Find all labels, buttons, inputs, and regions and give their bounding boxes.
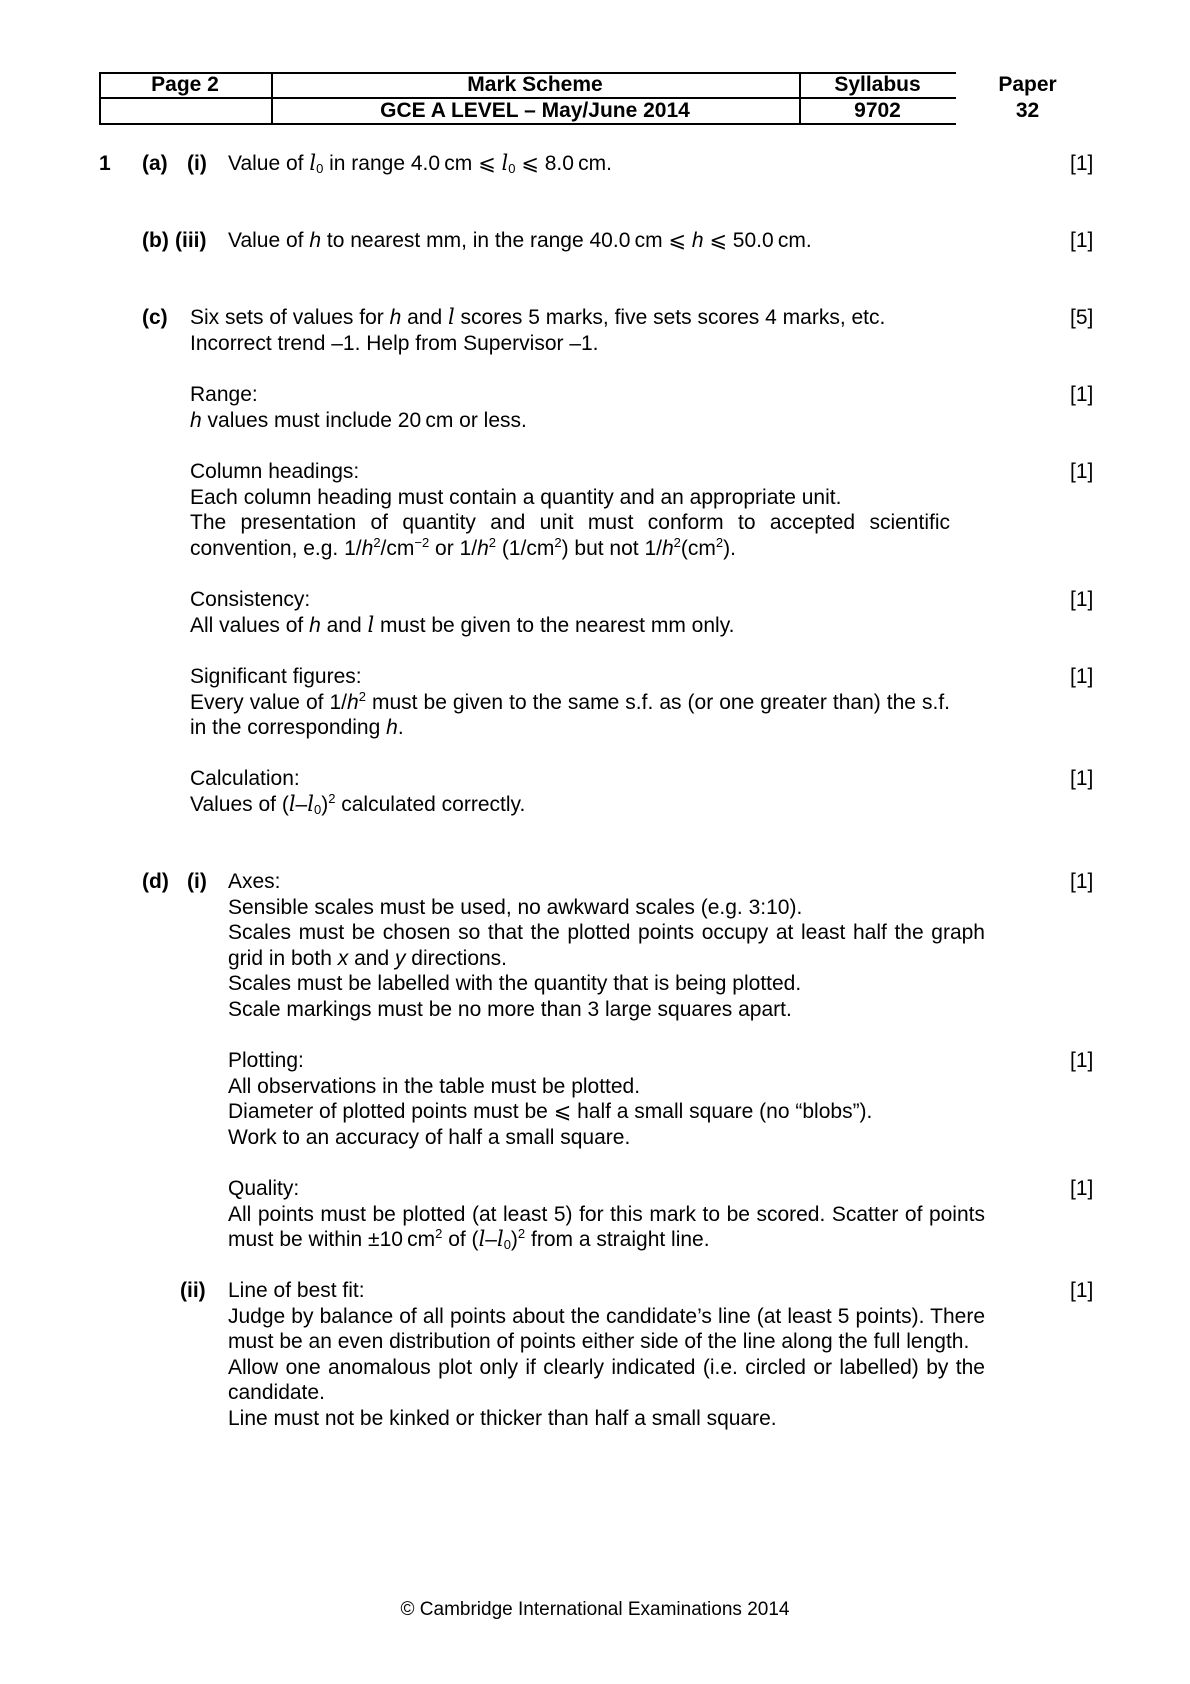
part-a-i-text: Value of $l_0$ in range 4.0 cm ⩽ $l_0$ ⩽ 8.0 cm.: [228, 151, 612, 176]
part-d-quality: Quality: All points must be plotted (at least 5) for this mark to be scored. Scatter of points must be within ±10 $cm^2$ of $(l-l_0)^2$ from a straight line.: [228, 1177, 985, 1252]
header-mark-scheme: Mark Scheme: [467, 73, 603, 96]
part-a-i-label: (i): [187, 152, 207, 175]
part-c-sigfig-title: Significant figures:: [190, 665, 362, 688]
part-d-plot-line1: All observations in the table must be plotted.: [228, 1074, 641, 1098]
part-c-sigfig: Significant figures: Every value of $1/h^2$ must be given to the same s.f. as (or one greater than) the s.f. in the corresponding h.: [190, 665, 950, 739]
part-c-consistency-mark: [1]: [1070, 588, 1094, 611]
part-b-label: (b): [142, 229, 169, 252]
part-d-axes-line4: Scale markings must be no more than 3 large squares apart.: [228, 997, 792, 1021]
part-d-ii-line3: Line must not be kinked or thicker than half a small square.: [228, 1406, 777, 1430]
part-c-colhead-line1: Each column heading must contain a quantity and an appropriate unit.: [190, 485, 842, 509]
part-c-consistency: Consistency: All values of h and l must be given to the nearest mm only.: [190, 587, 950, 638]
part-d-ii-line2: Allow one anomalous plot only if clearly indicated (i.e. circled or labelled) by the candidate.: [228, 1355, 985, 1404]
part-d-axes-mark: [1]: [1070, 870, 1094, 893]
part-b-iii-mark: [1]: [1070, 229, 1094, 252]
header-exam: GCE A LEVEL – May/June 2014: [380, 99, 690, 122]
part-d-plotting: Plotting: All observations in the table must be plotted. Diameter of plotted points must be ⩽ half a small square (no “blobs”). Work to an accuracy of half a small square.: [228, 1048, 985, 1150]
part-d-axes-line3: Scales must be labelled with the quantity that is being plotted.: [228, 972, 802, 995]
part-c-consistency-title: Consistency:: [190, 588, 311, 611]
part-d-quality-mark: [1]: [1070, 1177, 1094, 1200]
part-d-ii-line1: Judge by balance of all points about the candidate’s line (at least 5 points). There must be an even distribution of points either side of the line along the full length.: [228, 1304, 985, 1353]
part-c-calc-title: Calculation:: [190, 767, 300, 790]
part-d-plot-title: Plotting:: [228, 1049, 304, 1072]
part-c-main-text: Six sets of values for h and l scores 5 marks, five sets scores 4 marks, etc. Incorrect trend –1. Help from Supervisor –1.: [190, 305, 950, 356]
header-syllabus-label: Syllabus: [834, 73, 921, 96]
part-d-quality-title: Quality:: [228, 1177, 300, 1200]
part-d-axes-line1: Sensible scales must be used, no awkward scales (e.g. 3:10).: [228, 895, 803, 919]
header-table: [99, 72, 1099, 124]
part-a-i-mark: [1]: [1070, 152, 1094, 175]
part-c-main-mark: [5]: [1070, 306, 1094, 329]
part-c-range-mark: [1]: [1070, 383, 1094, 406]
part-d-ii-label: (ii): [180, 1279, 206, 1302]
part-c-colhead-title: Column headings:: [190, 460, 360, 483]
part-c-range: Range: h values must include 20 cm or less.: [190, 382, 950, 433]
part-c-label: (c): [142, 306, 168, 329]
header-page: Page 2: [151, 73, 219, 96]
part-d-ii-best-fit: [228, 1278, 985, 1431]
part-c-column-headings: Column headings: Each column heading must contain a quantity and an appropriate unit. The presentation of quantity and unit must conform to accepted scientific convention, e.g. $1/h^2/cm^{-2}$ or $1/h^2$ $(1/cm^2)$ but not $1/h^2(cm^2)$.: [190, 460, 950, 560]
part-c-colhead-mark: [1]: [1070, 460, 1094, 483]
part-b-iii-label: (iii): [175, 229, 207, 252]
part-c-incorrect: Incorrect trend –1. Help from Supervisor –1.: [190, 331, 599, 355]
part-d-i-label: (i): [187, 870, 207, 893]
part-a-label: (a): [142, 152, 168, 175]
part-d-axes: Axes: Sensible scales must be used, no awkward scales (e.g. 3:10). Scales must be chosen so that the plotted points occupy at least half the graph grid in both x and y directions. Scales must be labelled with the quantity that is being plotted. Scale markings must be no more than 3 large squares apart.: [228, 870, 985, 1021]
header-paper-label: Paper: [998, 73, 1057, 96]
question-number: 1: [99, 152, 111, 175]
part-d-ii-title: Line of best fit:: [228, 1279, 365, 1302]
part-d-ii-mark: [1]: [1070, 1279, 1094, 1302]
part-b-iii-text: Value of h to nearest mm, in the range 40.0 cm ⩽ h ⩽ 50.0 cm.: [228, 229, 812, 252]
header-syllabus-code: 9702: [854, 99, 901, 122]
part-d-axes-title: Axes:: [228, 870, 281, 893]
part-c-calculation: Calculation: Values of $(l-l_0)^2$ calculated correctly.: [190, 766, 950, 817]
part-d-plot-line3: Work to an accuracy of half a small square.: [228, 1125, 631, 1149]
part-d-plot-mark: [1]: [1070, 1049, 1094, 1072]
part-c-sigfig-mark: [1]: [1070, 665, 1094, 688]
part-c-range-title: Range:: [190, 383, 258, 406]
part-d-label: (d): [142, 870, 169, 893]
header-paper-code: 32: [1015, 99, 1040, 122]
footer-copyright: © Cambridge International Examinations 2014: [400, 1599, 790, 1620]
part-c-calc-mark: [1]: [1070, 767, 1094, 790]
